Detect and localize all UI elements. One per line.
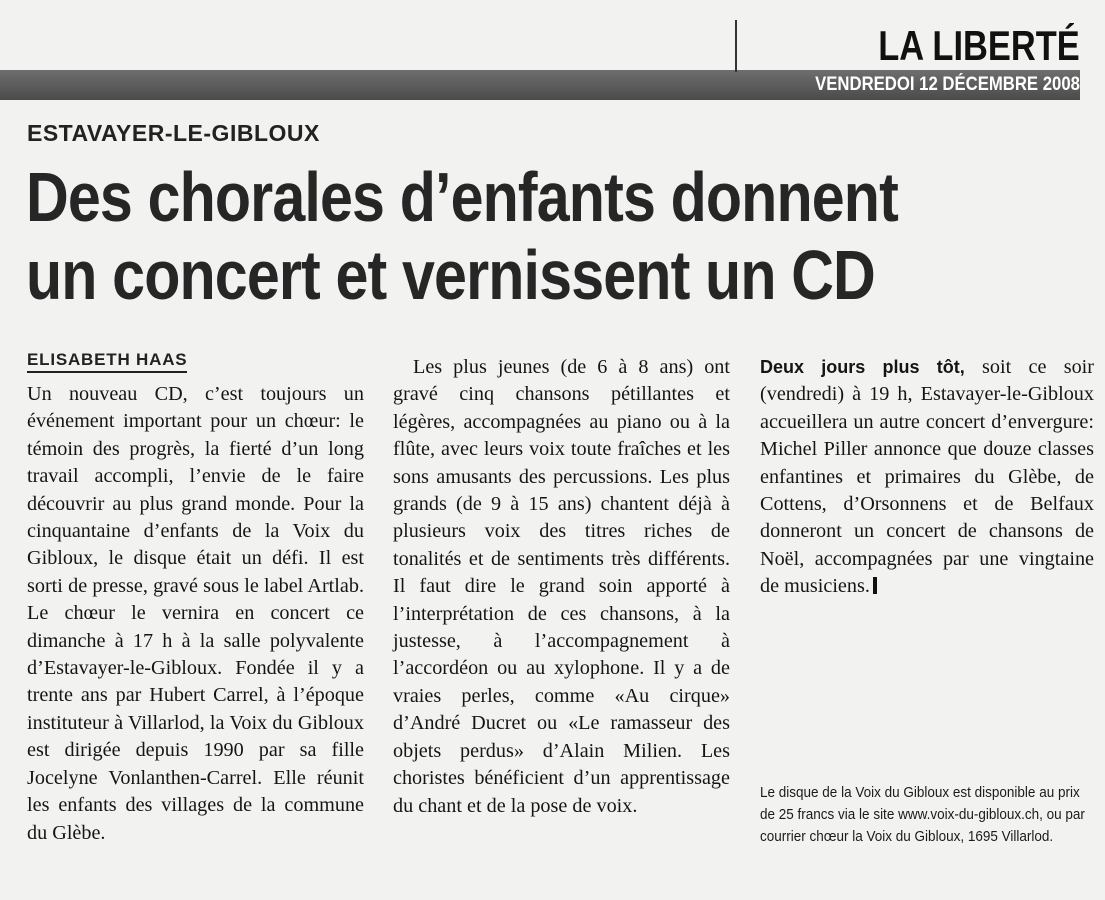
newspaper-name: LA LIBERTÉ (878, 22, 1080, 69)
article-kicker: ESTAVAYER-LE-GIBLOUX (27, 120, 320, 146)
body-paragraph-2: Les plus jeunes (de 6 à 8 ans) ont gravé cinq chansons pétillantes et légères, accompagnées au piano ou à la flûte, avec leurs voix toute fraîches et les sons amusants des percussions. Les plus grands (de 9 à 15 ans) chantent déjà à plusieurs voix des titres riches de tonalités et de sentiments très différents. Il faut dire le grand soin apporté à l’interprétation de ces chansons, à la justesse, à l’accompagnement à l’accordéon ou au xylophone. Il y a de vraies perles, comme «Au cirque» d’André Ducret ou «Le ramasseur des objets perdus» d’Alain Milien. Les choristes bénéficient d’un apprentissage du chant et de la pose de voix. (393, 356, 730, 817)
paragraph-lead-in: Deux jours plus tôt, (760, 357, 965, 377)
byline: ELISABETH HAAS (27, 350, 187, 373)
article-column-3 (760, 354, 1094, 601)
availability-note: Le disque de la Voix du Gibloux est disponible au prix de 25 francs via le site www.voix-du-gibloux.ch, ou par courrier chœur la Voix du Gibloux, 1695 Villarlod. (760, 784, 1085, 845)
end-of-article-mark (873, 577, 877, 594)
article-headline (26, 158, 939, 314)
body-paragraph-3 (760, 354, 1094, 601)
masthead-divider (735, 20, 737, 72)
headline-line-1: Des chorales d’enfants donnent (26, 158, 898, 236)
article-column-2 (393, 354, 730, 820)
paragraph-3-body: soit ce soir (vendredi) à 19 h, Estavayer-le-Gibloux accueillera un autre concert d’envergure: Michel Piller annonce que douze classes enfantines et primaires du Glèbe, de Cottens, d’Orsonnens et de Belfaux donneront un concert de chansons de Noël, accompagnées par une vingtaine de musiciens. (760, 356, 1094, 598)
issue-date: VENDREDOI 12 DÉCEMBRE 2008 (815, 74, 1080, 95)
body-paragraph-1: Un nouveau CD, c’est toujours un événement important pour un chœur: le témoin des progrès, la fierté d’un long travail accompli, l’envie de le faire découvrir au plus grand monde. Pour la cinquantaine d’enfants de la Voix du Gibloux, le disque était un défi. Il est sorti de presse, gravé sous le label Artlab. Le chœur le vernira en concert ce dimanche à 17 h à la salle polyvalente d’Estavayer-le-Gibloux. Fondée il y a trente ans par Hubert Carrel, à l’époque instituteur à Villarlod, la Voix du Gibloux est dirigée depuis 1990 par sa fille Jocelyne Vonlanthen-Carrel. Elle réunit les enfants des villages de la commune du Glèbe. (27, 383, 364, 844)
article-column-1 (27, 381, 364, 847)
headline-line-2: un concert et vernissent un CD (26, 236, 875, 314)
